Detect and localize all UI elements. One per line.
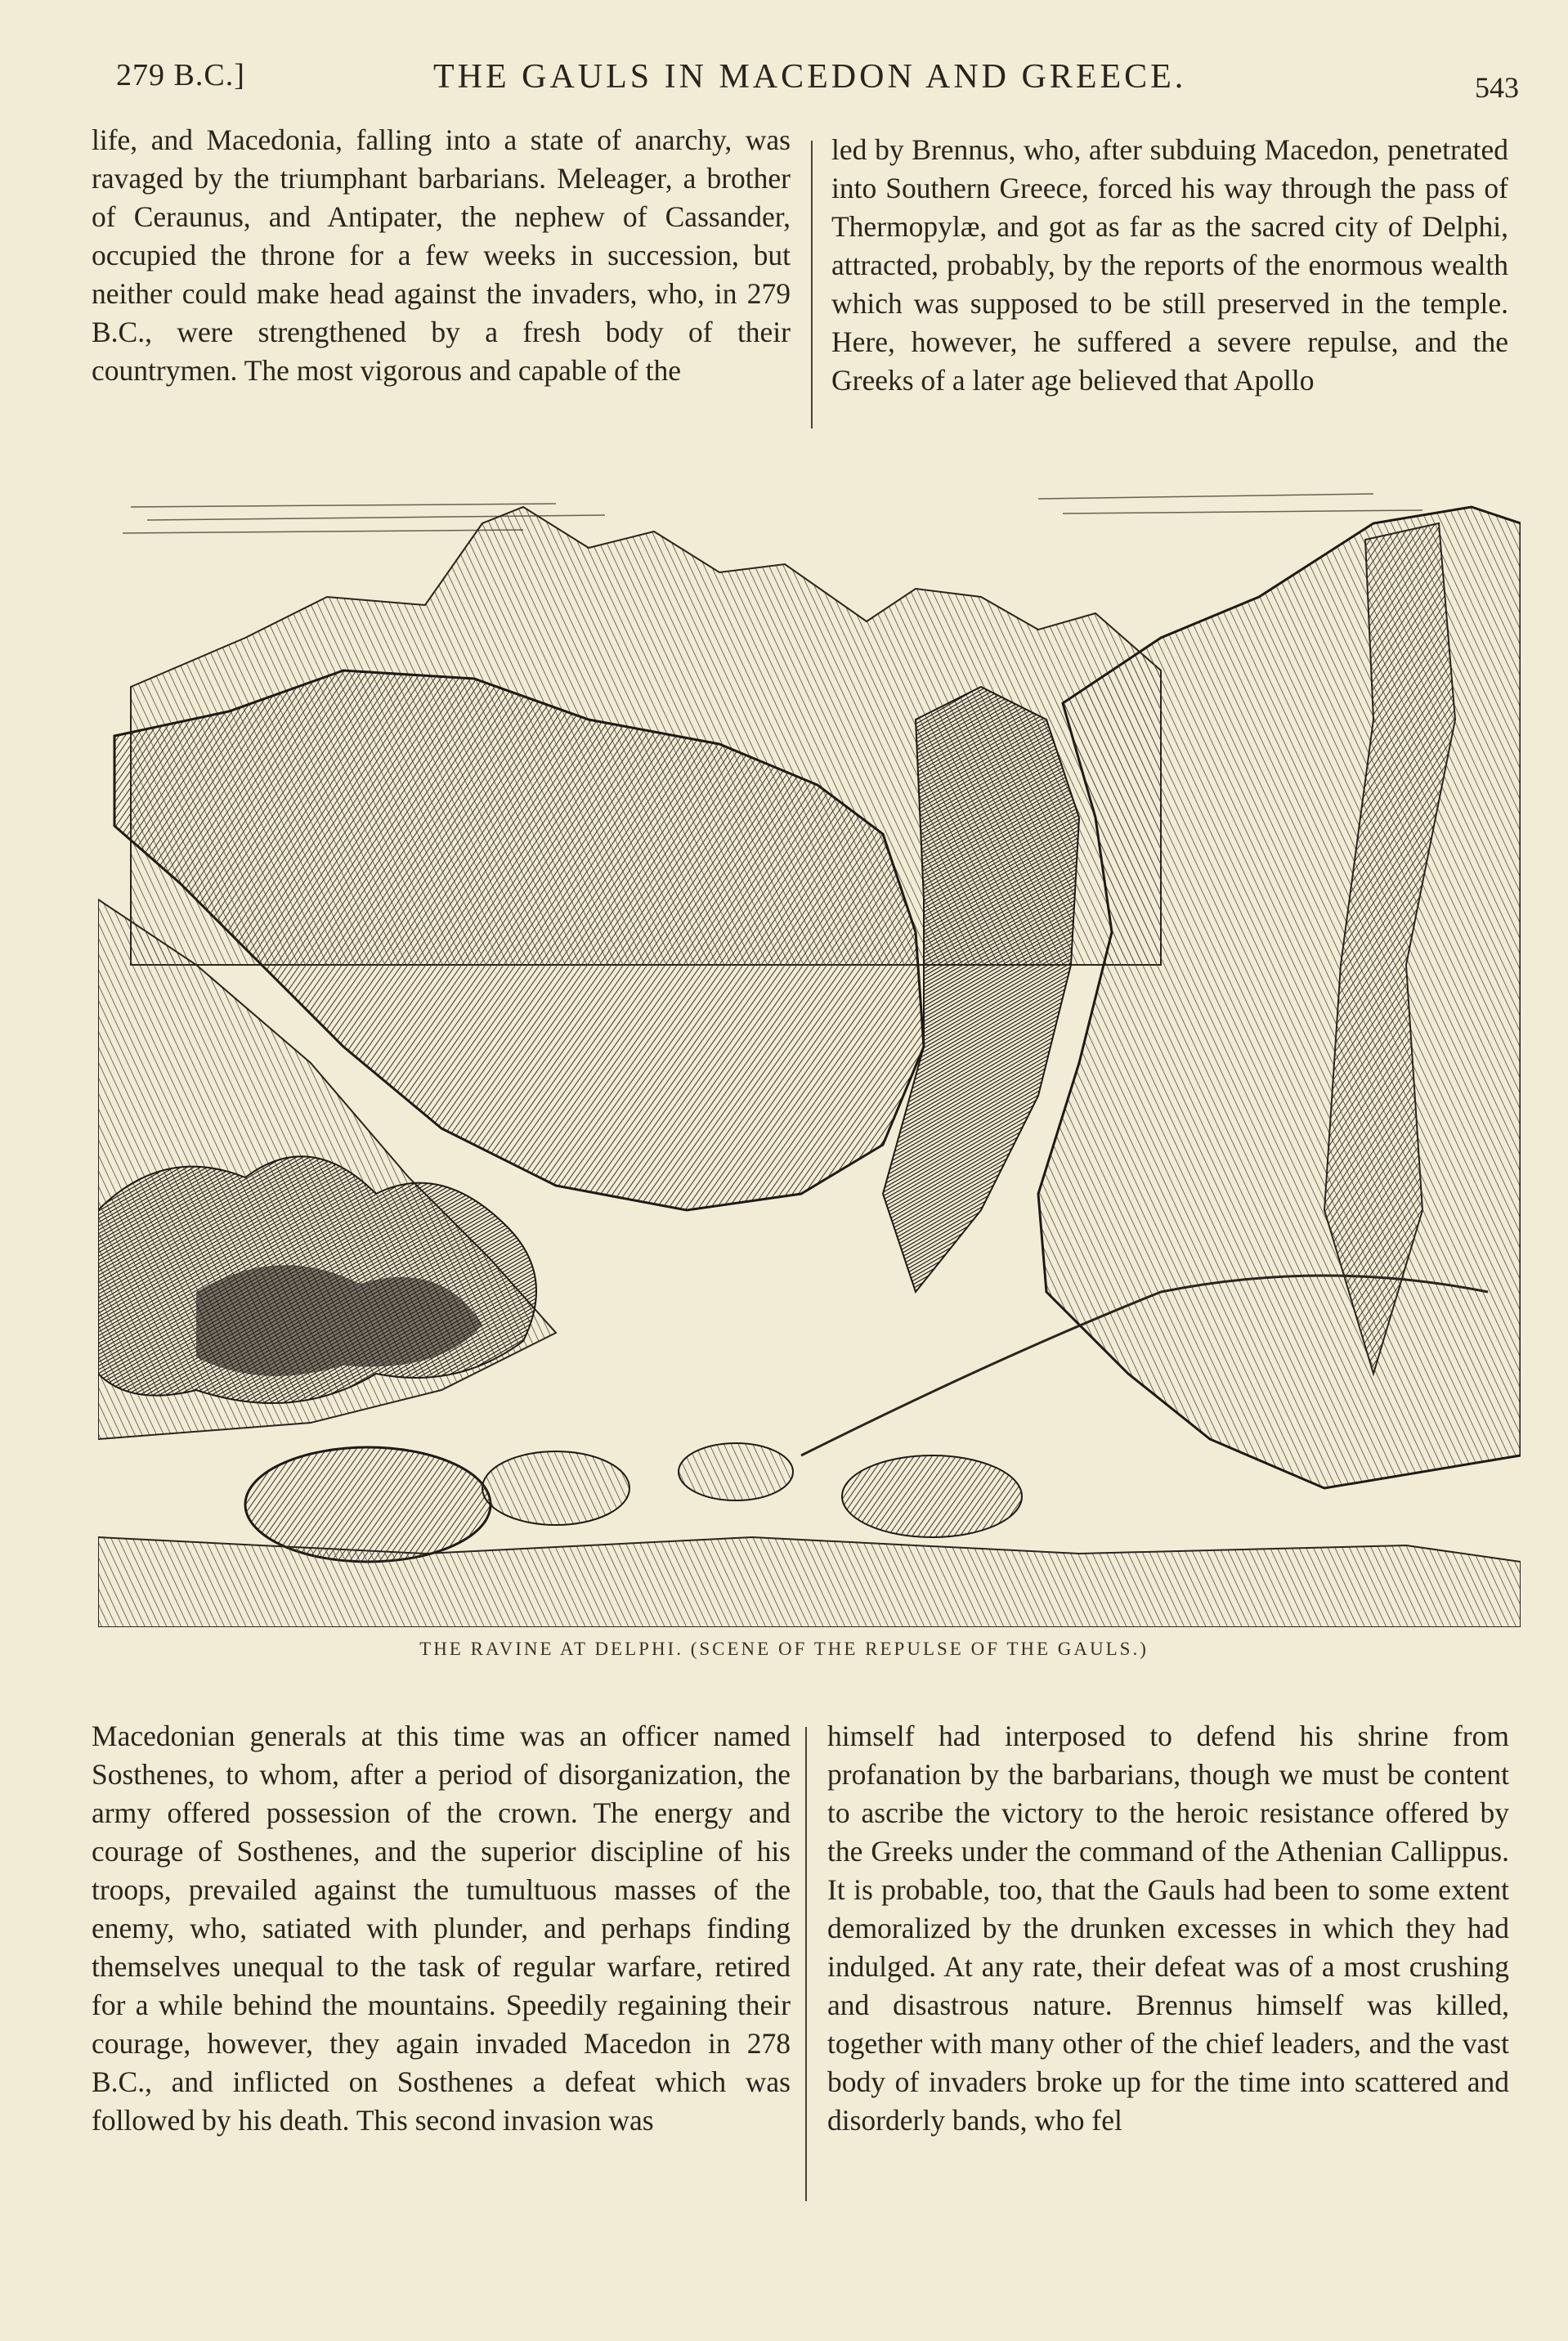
text-column-bottom-right: himself had interposed to defend his shrine from profanation by the barbarians, though we must be content to ascribe the victory to the heroic resistance offered by the Greeks under the command of the Athenian Callippus. It is probable, too, that the Gauls had been to some extent demoralized by the drunken excesses in which they had indulged. At any rate, their defeat was of a most crushing and disastrous nature. Brennus himself was killed, together with many other of the chief leaders, and the vast body of invaders broke up for the time into scattered and disorderly bands, who fel [827, 1720, 1509, 2137]
running-head-date: 279 B.C.] [116, 58, 245, 92]
running-head [106, 51, 1519, 108]
ravine-engraving [98, 474, 1521, 1627]
column-divider-top [811, 141, 813, 428]
text-column-top-left: life, and Macedonia, falling into a state of anarchy, was ravaged by the triumphant barbarians. Meleager, a brother of Ceraunus, and Antipater, the nephew of Cassander, occupied the throne for a few weeks in succession, but neither could make head against the invaders, who, in 279 B.C., were strengthened by a fresh body of their countrymen. The most vigorous and capable of the [92, 123, 791, 387]
text-column-top-right: led by Brennus, who, after subduing Macedon, penetrated into Southern Greece, forced his way through the pass of Thermopylæ, and got as far as the sacred city of Delphi, attracted, probably, by the reports of the enormous wealth which was supposed to be still preserved in the temple. Here, however, he suffered a severe repulse, and the Greeks of a later age believed that Apollo [831, 133, 1508, 397]
column-divider-bottom [805, 1727, 807, 2201]
text-column-bottom-left: Macedonian generals at this time was an officer named Sosthenes, to whom, after a period of disorganization, the army offered possession of the crown. The energy and courage of Sosthenes, and the superior discipline of his troops, prevailed against the tumultuous masses of the enemy, who, satiated with plunder, and perhaps finding themselves unequal to the task of regular warfare, retired for a while behind the mountains. Speedily regaining their courage, however, they again invaded Macedon in 278 B.C., and inflicted on Sosthenes a defeat which was followed by his death. This second invasion was [92, 1720, 791, 2137]
running-head-title: THE GAULS IN MACEDON AND GREECE. [433, 58, 1187, 96]
page-number: 543 [1475, 71, 1519, 104]
illustration-caption: THE RAVINE AT DELPHI. (SCENE OF THE REPULSE OF THE GAULS.) [419, 1639, 1149, 1659]
